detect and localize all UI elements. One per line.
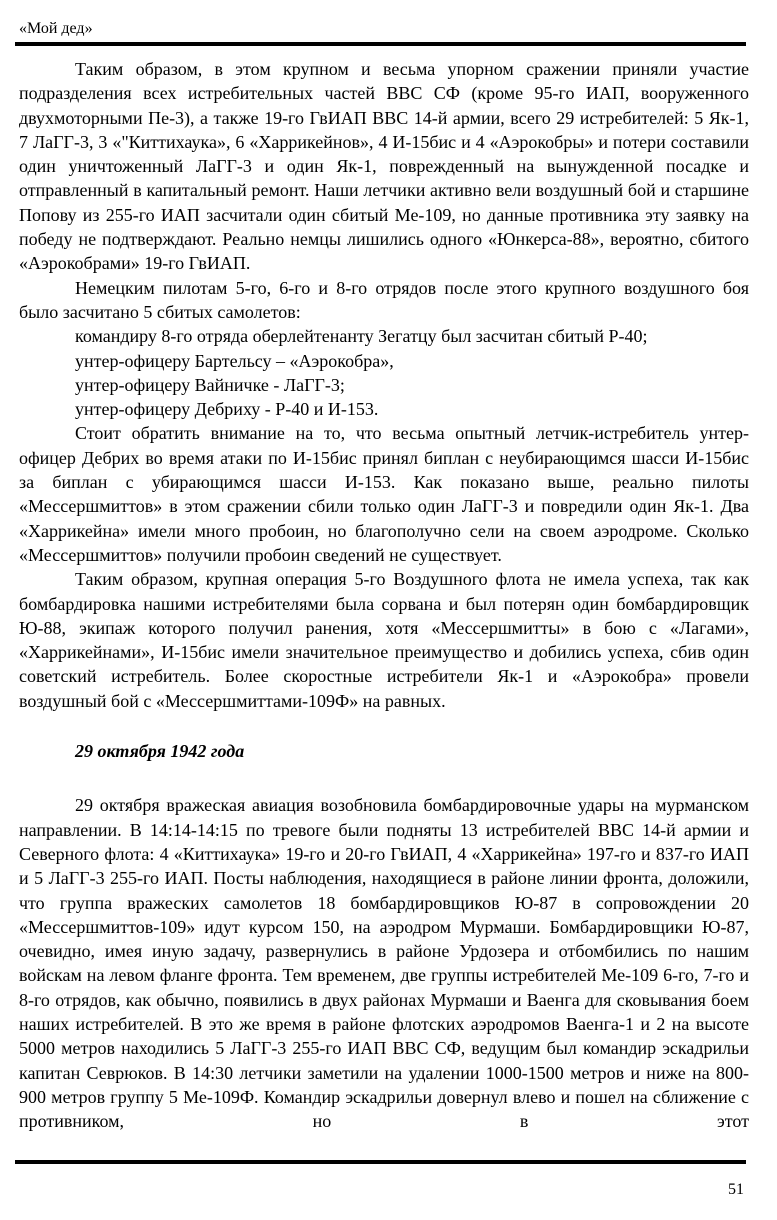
body-paragraph: Таким образом, крупная операция 5-го Воздушного флота не имела успеха, так как бомбардировка нашими истребителями была сорвана и был потерян один бомбардировщик Ю-88, экипаж которого получил ранения, хотя «Мессершмитты» в бою с «Лагами», «Харрикейнами», И-15бис имели значительное преимущество и добились успеха, сбив один советский истребитель. Более скоростные истребители Як-1 и «Аэрокобра» провели воздушный бой с «Мессершмиттами-109Ф» на равных.	[19, 569, 749, 711]
page-body	[19, 57, 749, 1133]
claims-list-line: унтер-офицеру Дебриху - Р-40 и И-153.	[75, 399, 379, 420]
header-rule	[15, 42, 746, 46]
claims-list-line: унтер-офицеру Вайничке - ЛаГГ-3;	[75, 374, 345, 395]
body-paragraph: Стоит обратить внимание на то, что весьма опытный летчик-истребитель унтер-офицер Дебрих во время атаки по И-15бис принял биплан с неубирающимся шасси И-15бис за биплан с убирающимся шасси И-153. Как показано выше, реально пилоты «Мессершмиттов» в этом сражении сбили только один ЛаГГ-3 и повредили один Як-1. Два «Харрикейна» имели много пробоин, но благополучно сели на своем аэродроме. Сколько «Мессершмиттов» получили пробоин сведений не существует.	[19, 423, 749, 565]
section-heading: 29 октября 1942 года	[75, 741, 245, 762]
body-paragraph: 29 октября вражеская авиация возобновила бомбардировочные удары на мурманском направлении. В 14:14-14:15 по тревоге были подняты 13 истребителей ВВС 14-й армии и Северного флота: 4 «Киттихаука» 19-го и 20-го ГвИАП, 4 «Харрикейна» 197-го и 837-го ИАП и 5 ЛаГГ-3 255-го ИАП. Посты наблюдения, находящиеся в районе линии фронта, доложили, что группа вражеских самолетов 18 бомбардировщиков Ю-87 в сопровождении 20 «Мессершмиттов-109» идут курсом 150, на аэродром Мурмаши. Бомбардировщики Ю-87, очевидно, имея иную задачу, развернулись в районе Урдозера и отбомбились по нашим войскам на левом фланге фронта. Тем временем, две группы истребителей Ме-109 6-го, 7-го и 8-го отрядов, как обычно, появились в двух районах Мурмаши и Ваенга для сковывания боем наших истребителей. В это же время в районе флотских аэродромов Ваенга-1 и 2 на высоте 5000 метров находились 5 ЛаГГ-3 255-го ИАП ВВС СФ, ведущим был командир эскадрильи капитан Севрюков. В 14:30 летчики заметили на удалении 1000-1500 метров и ниже на 800-900 метров группу 5 Ме-109Ф. Командир эскадрильи довернул влево и пошел на сближение с противником, но в этот	[19, 795, 749, 1132]
body-paragraph: Немецким пилотам 5-го, 6-го и 8-го отрядов после этого крупного воздушного боя было засчитано 5 сбитых самолетов:	[19, 277, 749, 322]
running-header-title: «Мой дед»	[19, 20, 93, 37]
page-number: 51	[728, 1181, 744, 1198]
footer-rule	[15, 1160, 746, 1164]
claims-list-line: командиру 8-го отряда оберлейтенанту Зегатцу был засчитан сбитый Р-40;	[75, 326, 648, 347]
body-paragraph: Таким образом, в этом крупном и весьма упорном сражении приняли участие подразделения всех истребительных частей ВВС СФ (кроме 95-го ИАП, вооруженного двухмоторными Пе-3), а также 19-го ГвИАП ВВС 14-й армии, всего 29 истребителей: 5 Як-1, 7 ЛаГГ-3, 3 «"Киттихаука», 6 «Харрикейнов», 4 И-15бис и 4 «Аэрокобры» и потери составили один уничтоженный ЛаГГ-3 и один Як-1, поврежденный на вынужденной посадке и отправленный в капитальный ремонт. Наши летчики активно вели воздушный бой и старшине Попову из 255-го ИАП засчитали один сбитый Ме-109, но данные противника эту заявку на победу не подтверждают. Реально немцы лишились одного «Юнкерса-88», вероятно, сбитого «Аэрокобрами» 19-го ГвИАП.	[19, 59, 749, 274]
claims-list-line: унтер-офицеру Бартельсу – «Аэрокобра»,	[75, 350, 394, 371]
